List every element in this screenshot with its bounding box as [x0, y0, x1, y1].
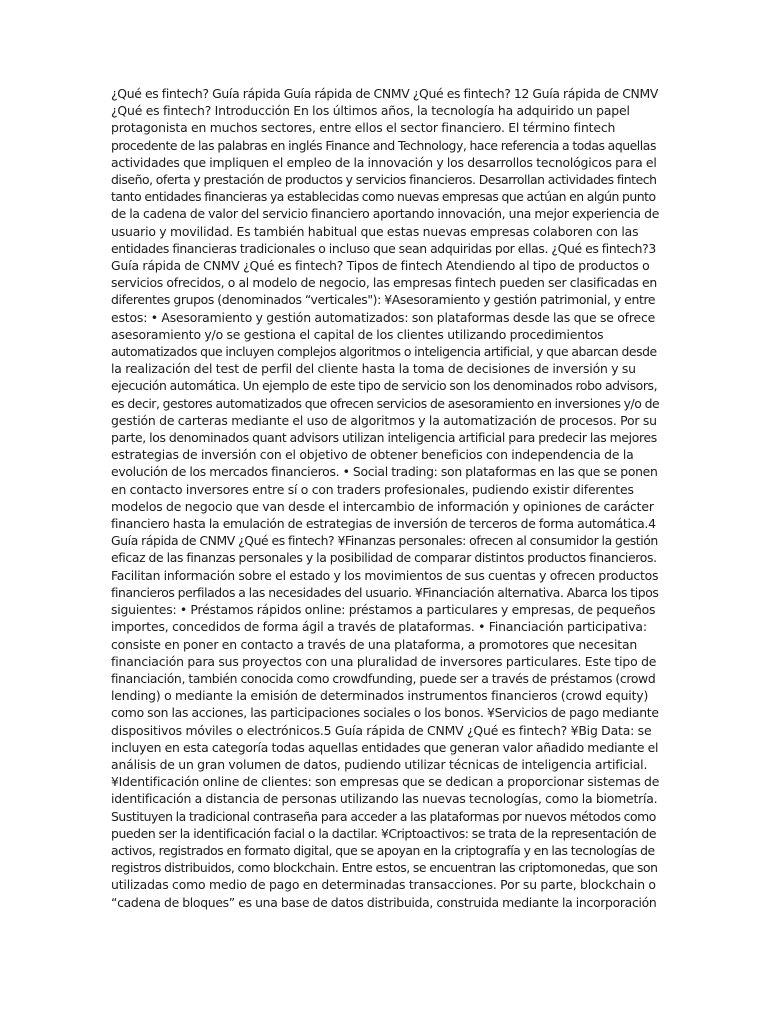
text-line: servicios ofrecidos, o al modelo de negocio, las empresas fintech pueden ser clasificadas en [111, 275, 657, 291]
text-line: Sustituyen la tradicional contraseña para acceder a las plataformas por nuevos métodos como [111, 808, 656, 824]
document-body-text [111, 85, 659, 911]
text-line: evolución de los mercados financieros. • Social trading: son plataformas en las que se ponen [111, 464, 658, 480]
text-line: eficaz de las finanzas personales y la posibilidad de comparar distintos productos financieros. [111, 550, 657, 566]
text-line: dispositivos móviles o electrónicos.5 Guía rápida de CNMV ¿Qué es fintech? ¥Big Data: se [111, 722, 652, 738]
text-line: procedente de las palabras en inglés Finance and Technology, hace referencia a todas aquellas [111, 137, 656, 153]
text-line: parte, los denominados quant advisors utilizan inteligencia artificial para predecir las mejores [111, 430, 657, 446]
text-line: entidades financieras tradicionales o incluso que sean adquiridas por ellas. ¿Qué es fintech?3 [111, 240, 656, 256]
text-line: ¿Qué es fintech? Guía rápida Guía rápida de CNMV ¿Qué es fintech? 12 Guía rápida de CNMV [111, 86, 659, 101]
text-line: ejecución automática. Un ejemplo de este tipo de servicio son los denominados robo advisors, [111, 378, 658, 394]
text-line: activos, registrados en formato digital, que se apoyan en la criptografía y en las tecnologías de [111, 842, 655, 858]
text-line: estrategias de inversión con el objetivo de obtener beneficios con independencia de la [111, 447, 634, 463]
text-line: importes, concedidos de forma ágil a través de plataformas. • Financiación participativa: [111, 619, 647, 635]
text-line: en contacto inversores entre sí o con traders profesionales, pudiendo existir diferentes [111, 481, 634, 497]
text-line: diseño, oferta y prestación de productos y servicios financieros. Desarrollan actividades fintech [111, 172, 657, 188]
text-line: siguientes: • Préstamos rápidos online: préstamos a particulares y empresas, de pequeños [111, 602, 656, 618]
text-line: financiero hasta la emulación de estrategias de inversión de terceros de forma automática.4 [111, 516, 656, 532]
text-line: automatizados que incluyen complejos algoritmos o inteligencia artificial, y que abarcan desde [111, 344, 657, 360]
text-line: pueden ser la identificación facial o la dactilar. ¥Criptoactivos: se trata de la representación de [111, 825, 657, 841]
text-line: financiación para sus proyectos con una pluralidad de inversores particulares. Este tipo de [111, 653, 657, 669]
text-line: modelos de negocio que van desde el intercambio de información y opiniones de carácter [111, 498, 654, 514]
text-line: actividades que impliquen el empleo de la innovación y los desarrollos tecnológicos para el [111, 154, 657, 170]
text-line: consiste en poner en contacto a través de una plataforma, a promotores que necesitan [111, 636, 638, 652]
text-line: registros distribuidos, como blockchain. Entre estos, se encuentran las criptomonedas, que son [111, 860, 658, 876]
text-line: asesoramiento y/o se gestiona el capital de los clientes utilizando procedimientos [111, 326, 604, 342]
text-line: financieros perfilados a las necesidades del usuario. ¥Financiación alternativa. Abarca los tipos [111, 584, 659, 600]
text-line: Facilitan información sobre el estado y los movimientos de sus cuentas y ofrecen productos [111, 567, 659, 583]
text-line: análisis de un gran volumen de datos, pudiendo utilizar técnicas de inteligencia artificial. [111, 756, 648, 772]
text-line: de la cadena de valor del servicio financiero aportando innovación, una mejor experiencia de [111, 206, 660, 222]
text-line: la realización del test de perfil del cliente hasta la toma de decisiones de inversión y su [111, 361, 636, 377]
text-line: lending) o mediante la emisión de determinados instrumentos financieros (crowd equity) [111, 688, 649, 704]
text-line: financiación, también conocida como crowdfunding, puede ser a través de préstamos (crowd [111, 670, 656, 686]
text-line: gestión de carteras mediante el uso de algoritmos y la automatización de procesos. Por su [111, 412, 657, 428]
text-line: protagonista en muchos sectores, entre ellos el sector financiero. El término fintech [111, 120, 616, 136]
text-line: diferentes grupos (denominados “verticales"): ¥Asesoramiento y gestión patrimonial, y entre [111, 292, 656, 308]
text-line: incluyen en esta categoría todas aquellas entidades que generan valor añadido mediante el [111, 739, 659, 755]
text-line: tanto entidades financieras ya establecidas como nuevas empresas que actúan en algún punto [111, 189, 656, 205]
text-line: Guía rápida de CNMV ¿Qué es fintech? Tipos de fintech Atendiendo al tipo de productos o [111, 258, 650, 274]
text-line: identificación a distancia de personas utilizando las nuevas tecnologías, como la biometría. [111, 791, 658, 807]
text-line: es decir, gestores automatizados que ofrecen servicios de asesoramiento en inversiones y/o de [111, 395, 660, 411]
text-line: estos: • Asesoramiento y gestión automatizados: son plataformas desde las que se ofrece [111, 309, 656, 325]
text-line: “cadena de bloques” es una base de datos distribuida, construida mediante la incorporación [111, 894, 657, 910]
text-line: utilizadas como medio de pago en determinadas transacciones. Por su parte, blockchain o [111, 877, 656, 893]
text-line: ¥Identificación online de clientes: son empresas que se dedican a proporcionar sistemas de [111, 774, 660, 790]
text-line: usuario y movilidad. Es también habitual que estas nuevas empresas colaboren con las [111, 223, 639, 239]
text-line: Guía rápida de CNMV ¿Qué es fintech? ¥Finanzas personales: ofrecen al consumidor la gestión [111, 533, 658, 549]
text-line: ¿Qué es fintech? Introducción En los últimos años, la tecnología ha adquirido un papel [111, 103, 630, 119]
text-line: como son las acciones, las participaciones sociales o los bonos. ¥Servicios de pago mediante [111, 705, 659, 721]
